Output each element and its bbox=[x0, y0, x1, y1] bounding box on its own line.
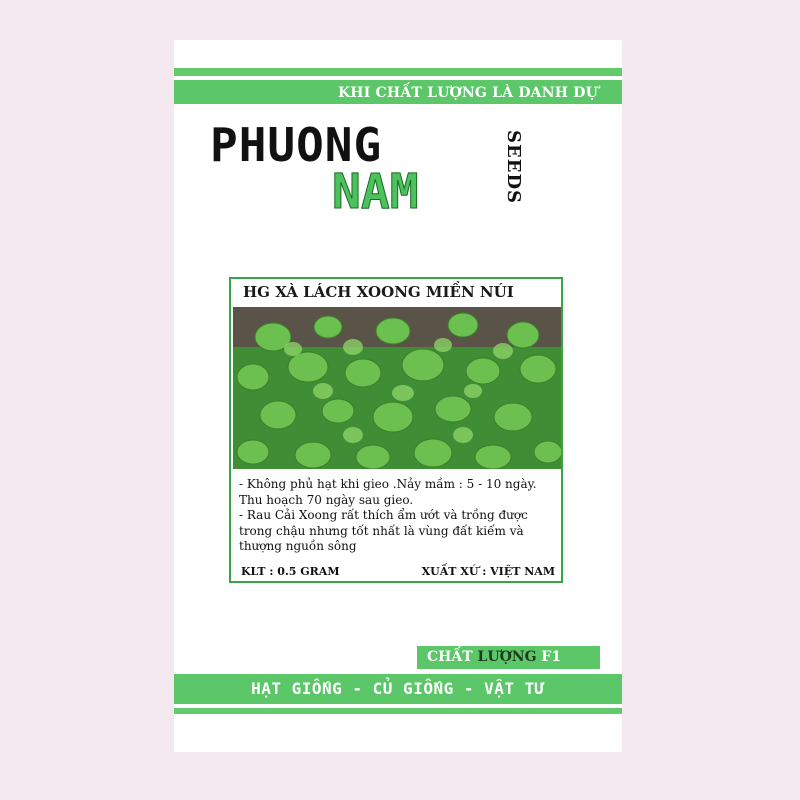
brand-name-line2: NAM bbox=[332, 164, 419, 220]
bottom-banner-text: HẠT GIỐNG - CỦ GIỐNG - VẬT TƯ bbox=[251, 679, 545, 698]
quality-banner bbox=[417, 646, 600, 669]
description-line-1: - Không phủ hạt khi gieo .Nảy mầm : 5 - 10 ngày. Thu hoạch 70 ngày sau gieo. bbox=[239, 477, 537, 507]
top-banner bbox=[174, 68, 622, 104]
quality-suffix: F1 bbox=[541, 649, 562, 665]
net-weight: KLT : 0.5 GRAM bbox=[241, 565, 340, 578]
watercress-photo bbox=[233, 307, 561, 469]
leaf-illustration bbox=[233, 307, 561, 469]
product-title: HG XÀ LÁCH XOONG MIỀN NÚI bbox=[243, 283, 514, 301]
description-line-2: - Rau Cải Xoong rất thích ẩm ướt và trồng được trong chậu nhưng tốt nhất là vùng đất kiếm và thượng nguồn sông bbox=[239, 508, 528, 553]
top-banner-stripe bbox=[174, 68, 622, 76]
product-description bbox=[239, 477, 557, 555]
brand-name-line1: PHUONG bbox=[210, 118, 383, 172]
product-card bbox=[229, 277, 563, 583]
origin: XUẤT XỨ : VIỆT NAM bbox=[421, 565, 555, 578]
tagline: KHI CHẤT LƯỢNG LÀ DANH DỰ bbox=[337, 85, 598, 101]
quality-word: LƯỢNG bbox=[477, 649, 537, 665]
seed-packet bbox=[174, 40, 622, 752]
bottom-banner-stripe bbox=[174, 708, 622, 714]
quality-prefix: CHẤT bbox=[427, 649, 473, 665]
product-meta bbox=[241, 565, 555, 578]
quality-text bbox=[427, 646, 561, 669]
bottom-banner bbox=[174, 674, 622, 704]
brand-seeds-label: SEEDS bbox=[503, 130, 524, 205]
